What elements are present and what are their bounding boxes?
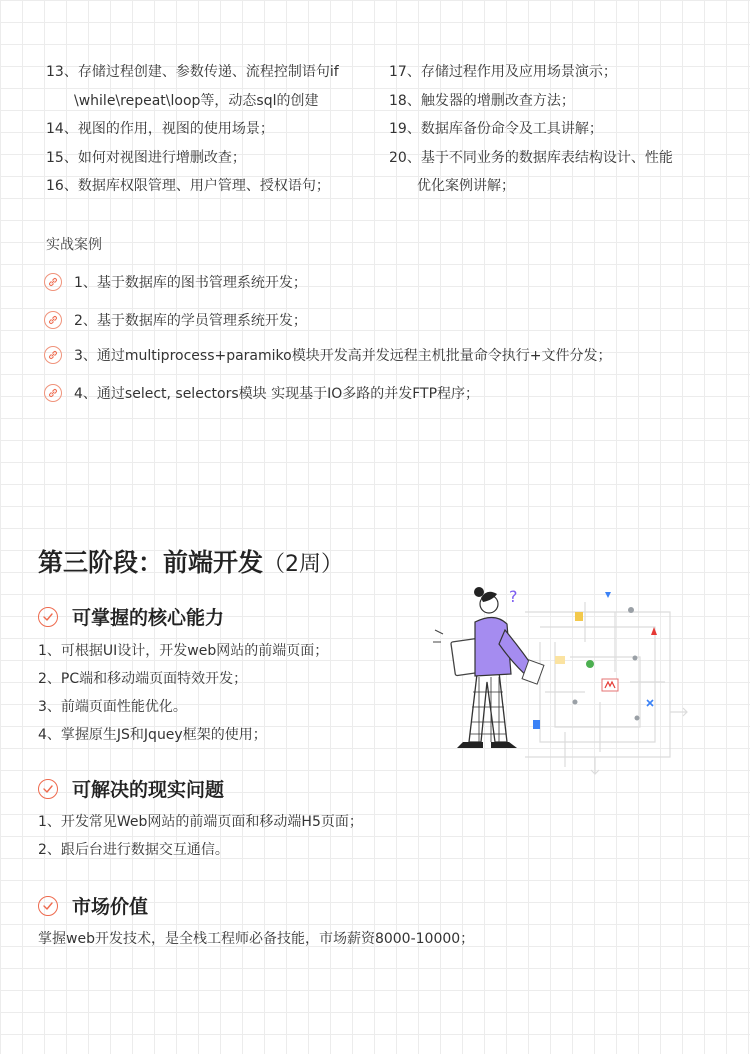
case-label: 2、基于数据库的学员管理系统开发； — [74, 313, 307, 329]
check-circle-icon — [38, 779, 58, 799]
link-icon — [44, 311, 62, 329]
case-label: 3、通过multiprocess+paramiko模块开发高并发远程主机批量命令执行+文件分发； — [74, 348, 612, 364]
stage-duration: （2周） — [263, 552, 344, 577]
person-figure — [433, 587, 544, 748]
list-item: 优化案例讲解； — [417, 178, 515, 194]
case-label: 1、基于数据库的图书管理系统开发； — [74, 275, 307, 291]
cases-title: 实战案例 — [46, 237, 102, 253]
list-item: 16、数据库权限管理、用户管理、授权语句； — [46, 178, 330, 194]
market-heading — [38, 892, 148, 919]
list-item: 15、如何对视图进行增删改查； — [46, 149, 246, 166]
check-circle-icon — [38, 607, 58, 627]
case-label: 4、通过select, selectors模块 实现基于IO多路的并发FTP程序； — [74, 386, 480, 402]
link-icon — [44, 346, 62, 364]
list-item: 4、掌握原生JS和Jquey框架的使用； — [38, 727, 267, 743]
market-heading-text: 市场价值 — [72, 896, 149, 918]
case-item — [44, 345, 611, 365]
case-item — [44, 272, 307, 292]
abilities-list — [38, 637, 328, 749]
list-item: 3、前端页面性能优化。 — [38, 699, 187, 715]
problems-heading — [38, 775, 224, 802]
case-item — [44, 310, 307, 330]
problems-heading-text: 可解决的现实问题 — [72, 779, 225, 801]
market-text: 掌握web开发技术，是全栈工程师必备技能，市场薪资8000-10000； — [38, 931, 475, 947]
abilities-heading — [38, 603, 224, 630]
list-item: 1、可根据UI设计，开发web网站的前端页面； — [38, 643, 329, 659]
case-item — [44, 383, 479, 403]
question-mark-icon: ? — [509, 587, 518, 606]
list-item: 17、存储过程作用及应用场景演示； — [389, 64, 617, 80]
list-item: 14、视图的作用，视图的使用场景； — [46, 121, 274, 137]
list-item: \while\repeat\loop等，动态sql的创建 — [74, 92, 319, 109]
list-item: 2、跟后台进行数据交互通信。 — [38, 842, 229, 858]
developer-illustration — [425, 582, 695, 782]
link-icon — [44, 384, 62, 402]
stage-title-text: 第三阶段：前端开发 — [38, 548, 264, 577]
list-item: 13、存储过程创建、参数传递、流程控制语句if — [46, 64, 339, 80]
abilities-heading-text: 可掌握的核心能力 — [72, 607, 225, 629]
list-item: 20、基于不同业务的数据库表结构设计、性能 — [389, 149, 673, 166]
link-icon — [44, 273, 62, 291]
list-item: 2、PC端和移动端页面特效开发； — [38, 671, 248, 687]
list-item: 18、触发器的增删改查方法； — [389, 92, 575, 109]
course-list-right — [389, 58, 729, 201]
list-item: 1、开发常见Web网站的前端页面和移动端H5页面； — [38, 814, 363, 830]
stage-title — [38, 543, 343, 579]
problems-list — [38, 808, 363, 864]
course-list-left — [46, 58, 376, 201]
list-item: 19、数据库备份命令及工具讲解； — [389, 121, 603, 137]
check-circle-icon — [38, 896, 58, 916]
